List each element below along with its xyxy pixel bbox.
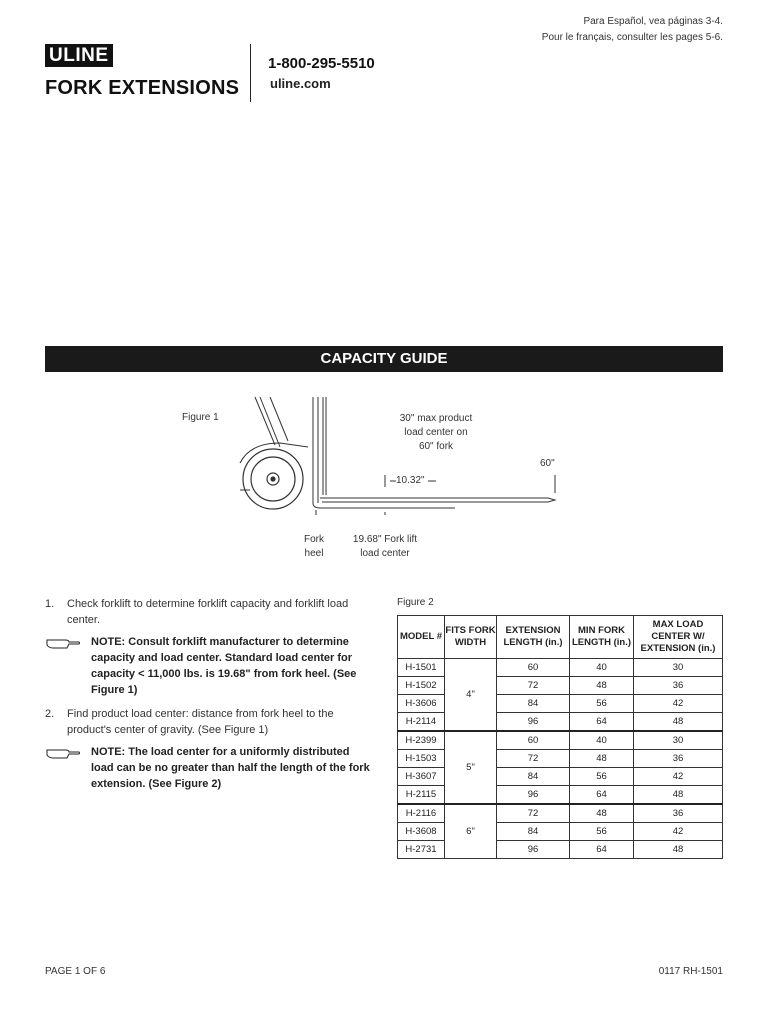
model-cell: H-2114 [398, 713, 445, 732]
model-cell: H-1502 [398, 677, 445, 695]
extension-cell: 84 [497, 823, 570, 841]
uline-logo: ULINE [45, 44, 113, 67]
note-2 [45, 744, 375, 792]
table-header-row [398, 616, 723, 659]
language-note [542, 14, 723, 46]
step-1-number: 1. [45, 598, 55, 610]
min-fork-cell: 56 [570, 768, 634, 786]
max-load-cell: 30 [634, 659, 723, 677]
max-center-callout [380, 412, 492, 454]
model-cell: H-3607 [398, 768, 445, 786]
extension-cell: 72 [497, 677, 570, 695]
fork-heel-line2: heel [304, 548, 324, 559]
extension-cell: 96 [497, 713, 570, 732]
max-load-cell: 30 [634, 731, 723, 750]
note-1-text: NOTE: Consult forklift manufacturer to determine capacity and load center. Standard load center for capacity < 11,000 lbs. is 19.68" from fork heel. (See Figure 1) [91, 636, 357, 696]
lift-center-line2: load center [360, 548, 410, 559]
extension-cell: 72 [497, 750, 570, 768]
model-cell: H-2731 [398, 841, 445, 859]
max-load-cell: 48 [634, 841, 723, 859]
document-title: FORK EXTENSIONS [45, 77, 240, 99]
forklift-wheel [243, 449, 303, 509]
note-2-text: NOTE: The load center for a uniformly distributed load can be no greater than half the length of the fork extension. (See Figure 2) [91, 746, 370, 790]
fork-heel-label [298, 533, 330, 561]
max-center-line3: 60" fork [418, 441, 454, 452]
min-fork-cell: 64 [570, 841, 634, 859]
model-cell: H-3608 [398, 823, 445, 841]
document-code: 0117 RH-1501 [658, 966, 723, 977]
model-cell: H-2116 [398, 804, 445, 823]
max-load-cell: 48 [634, 713, 723, 732]
header-model: MODEL # [398, 616, 445, 659]
max-load-cell: 42 [634, 768, 723, 786]
min-fork-cell: 48 [570, 804, 634, 823]
extension-cell: 96 [497, 841, 570, 859]
figure2-label: Figure 2 [397, 597, 434, 608]
step-2 [45, 706, 375, 738]
capacity-table [397, 615, 723, 859]
length-60-label: 60" [540, 458, 555, 469]
fork-width-cell: 5" [445, 731, 497, 804]
min-fork-cell: 64 [570, 713, 634, 732]
extension-cell: 84 [497, 695, 570, 713]
phone-number: 1-800-295-5510 [268, 55, 375, 72]
figure1-label: Figure 1 [182, 412, 219, 423]
header-divider [250, 44, 251, 102]
min-fork-cell: 40 [570, 731, 634, 750]
pointing-hand-icon [45, 744, 91, 792]
step-1 [45, 596, 375, 628]
header-max-load-center: MAX LOAD CENTER W/ EXTENSION (in.) [634, 616, 723, 659]
fork-width-cell: 6" [445, 804, 497, 859]
dim-1032-label: 10.32" [396, 475, 425, 486]
extension-cell: 72 [497, 804, 570, 823]
step-2-text: Find product load center: distance from fork heel to the product's center of gravity. (See Figure 1) [67, 708, 334, 736]
max-load-cell: 42 [634, 823, 723, 841]
max-load-cell: 36 [634, 677, 723, 695]
fork [313, 498, 555, 508]
french-note: Pour le français, consulter les pages 5-6. [541, 32, 723, 43]
instructions [45, 596, 375, 800]
min-fork-cell: 48 [570, 677, 634, 695]
max-load-cell: 36 [634, 750, 723, 768]
model-cell: H-2399 [398, 731, 445, 750]
model-cell: H-1503 [398, 750, 445, 768]
table-row [398, 731, 723, 750]
max-load-cell: 42 [634, 695, 723, 713]
min-fork-cell: 40 [570, 659, 634, 677]
model-cell: H-3606 [398, 695, 445, 713]
header-extension-length: EXTENSION LENGTH (in.) [497, 616, 570, 659]
extension-cell: 96 [497, 786, 570, 805]
model-cell: H-1501 [398, 659, 445, 677]
fork-width-cell: 4" [445, 659, 497, 732]
section-title: CAPACITY GUIDE [45, 346, 723, 372]
fork-heel-line1: Fork [304, 534, 324, 545]
min-fork-cell: 48 [570, 750, 634, 768]
note-1 [45, 634, 375, 698]
max-load-cell: 36 [634, 804, 723, 823]
header-fork-width: FITS FORK WIDTH [445, 616, 497, 659]
min-fork-cell: 64 [570, 786, 634, 805]
extension-cell: 60 [497, 731, 570, 750]
lift-center-line1: 19.68" Fork lift [352, 534, 418, 545]
min-fork-cell: 56 [570, 695, 634, 713]
page-number: PAGE 1 OF 6 [45, 966, 106, 977]
step-1-text: Check forklift to determine forklift capacity and forklift load center. [67, 598, 349, 626]
extension-cell: 60 [497, 659, 570, 677]
lift-center-label [343, 533, 427, 561]
max-center-line2: load center on [404, 427, 468, 438]
max-center-line1: 30" max product [399, 413, 473, 424]
spanish-note: Para Español, vea páginas 3-4. [583, 16, 723, 27]
table-row [398, 659, 723, 677]
dimension-lines [316, 475, 555, 515]
header-min-fork-length: MIN FORK LENGTH (in.) [570, 616, 634, 659]
extension-cell: 84 [497, 768, 570, 786]
step-2-number: 2. [45, 708, 55, 720]
model-cell: H-2115 [398, 786, 445, 805]
pointing-hand-icon [45, 634, 91, 698]
min-fork-cell: 56 [570, 823, 634, 841]
website-link[interactable]: uline.com [270, 76, 331, 91]
max-load-cell: 48 [634, 786, 723, 805]
table-row [398, 804, 723, 823]
